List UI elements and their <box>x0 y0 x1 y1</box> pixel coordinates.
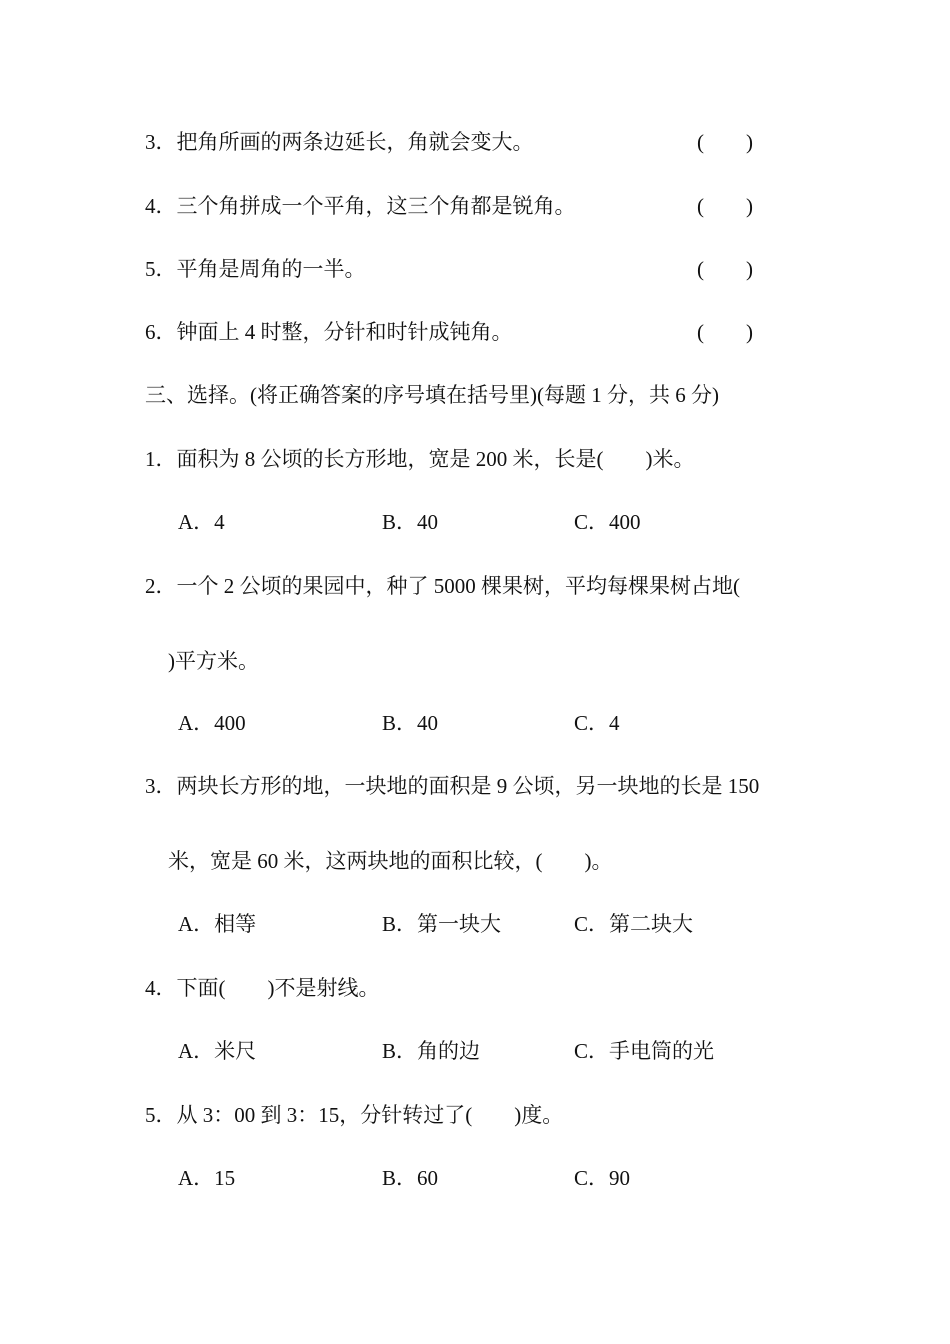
judgment-item-6: 6．钟面上 4 时整，分针和时针成钝角。 <box>145 320 513 344</box>
choice-question-2-line-2: )平方米。 <box>168 649 259 673</box>
choice-question-1: 1．面积为 8 公顷的长方形地，宽是 200 米，长是( )米。 <box>145 447 695 471</box>
choice-q3-option-b: B．第一块大 <box>382 912 502 936</box>
choice-q1-option-c: C．400 <box>574 510 641 534</box>
choice-q4-option-a: A．米尺 <box>178 1039 257 1063</box>
judgment-answer-bracket-6[interactable]: ( ) <box>697 320 753 344</box>
choice-q2-option-a: A．400 <box>178 711 246 735</box>
choice-q4-option-b: B．角的边 <box>382 1039 481 1063</box>
choice-question-4: 4．下面( )不是射线。 <box>145 976 380 1000</box>
choice-q5-option-a: A．15 <box>178 1166 236 1190</box>
choice-q3-option-c: C．第二块大 <box>574 912 694 936</box>
choice-q1-option-b: B．40 <box>382 510 439 534</box>
choice-question-3-line-2: 米，宽是 60 米，这两块地的面积比较，( )。 <box>168 849 613 873</box>
choice-q4-option-c: C．手电筒的光 <box>574 1039 715 1063</box>
choice-question-2-line-1: 2．一个 2 公顷的果园中，种了 5000 棵果树，平均每棵果树占地( <box>145 574 740 598</box>
choice-question-3-line-1: 3．两块长方形的地，一块地的面积是 9 公顷，另一块地的长是 150 <box>145 774 760 798</box>
judgment-answer-bracket-3[interactable]: ( ) <box>697 130 753 154</box>
choice-question-5: 5．从 3：00 到 3：15，分针转过了( )度。 <box>145 1103 564 1127</box>
judgment-answer-bracket-4[interactable]: ( ) <box>697 194 753 218</box>
choice-q5-option-b: B．60 <box>382 1166 439 1190</box>
choice-q5-option-c: C．90 <box>574 1166 631 1190</box>
judgment-item-4: 4．三个角拼成一个平角，这三个角都是锐角。 <box>145 194 576 218</box>
choice-q3-option-a: A．相等 <box>178 912 257 936</box>
choice-q1-option-a: A．4 <box>178 510 225 534</box>
judgment-item-5: 5．平角是周角的一半。 <box>145 257 366 281</box>
choice-q2-option-b: B．40 <box>382 711 439 735</box>
judgment-item-3: 3．把角所画的两条边延长，角就会变大。 <box>145 130 534 154</box>
choice-section-heading: 三、选择。(将正确答案的序号填在括号里)(每题 1 分，共 6 分) <box>145 383 719 407</box>
judgment-answer-bracket-5[interactable]: ( ) <box>697 257 753 281</box>
choice-q2-option-c: C．4 <box>574 711 620 735</box>
